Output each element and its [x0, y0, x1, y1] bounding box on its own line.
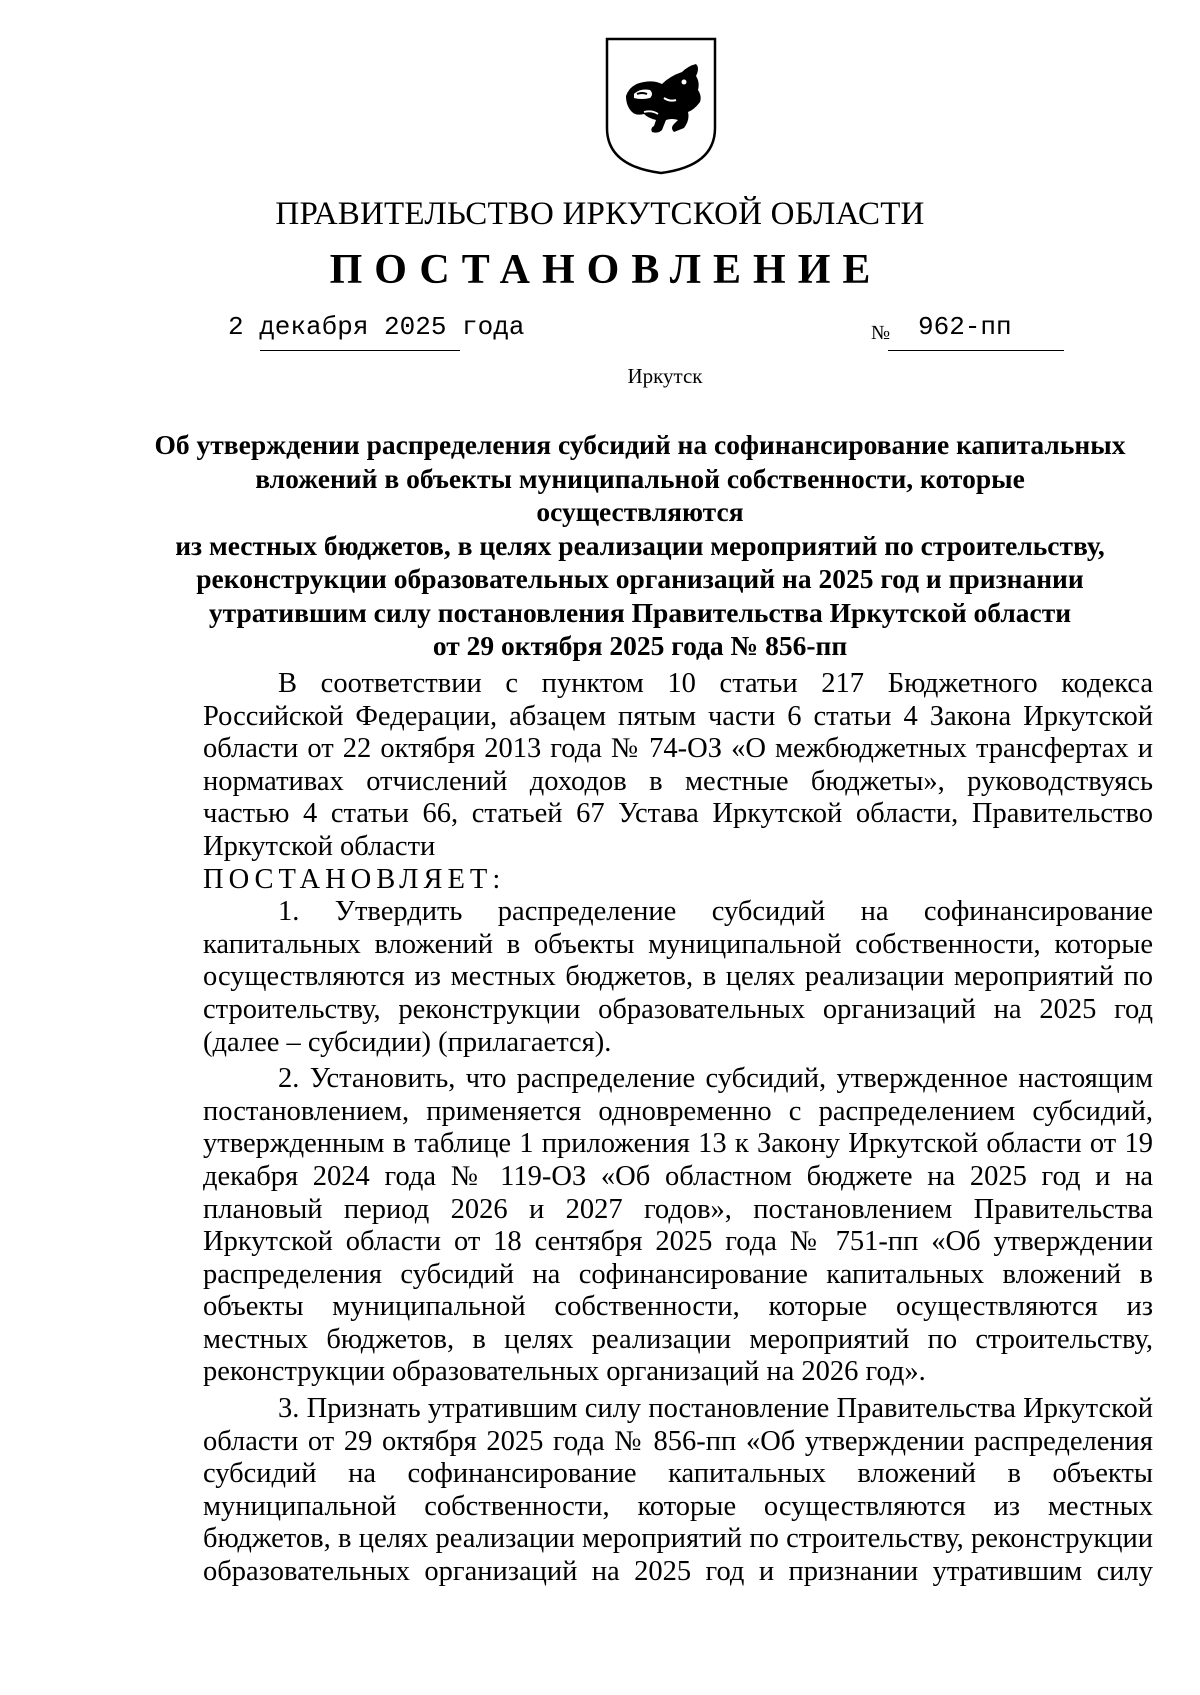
item-2-paragraph: 2. Установить, что распределение субсидий, утвержденное настоящим постановлением, применяется одновременно с распределением субсидий, утвержденным в таблице 1 приложения 13 к Закону Иркутской области от 19 декабря 2024 года № 119-ОЗ «Об областном бюджете на 2025 год и на плановый период 2026 и 2027 годов», постановлением Правительства Иркутской области от 18 сентября 2025 года № 751-пп «Об утверждении распределения субсидий на софинансирование капитальных вложений в объекты муниципальной собственности, которые осуществляются из местных бюджетов, в целях реализации мероприятий по строительству, реконструкции образовательных организаций на 2026 год». [203, 1063, 1153, 1388]
title-line: Об утверждении распределения субсидий на софинансирование капитальных [154, 429, 1126, 460]
resolves-heading: ПОСТАНОВЛЯЕТ: [203, 863, 506, 895]
item-1-paragraph: 1. Утвердить распределение субсидий на софинансирование капитальных вложений в объекты муниципальной собственности, которые осуществляются из местных бюджетов, в целях реализации мероприятий по строительству, реконструкции образовательных организаций на 2025 год (далее – субсидии) (прилагается). [203, 896, 1153, 1058]
document-type: ПОСТАНОВЛЕНИЕ [329, 247, 883, 293]
document-date: 2 декабря 2025 года [228, 312, 525, 342]
preamble-paragraph: В соответствии с пунктом 10 статьи 217 Бюджетного кодекса Российской Федерации, абзацем пятым части 6 статьи 4 Закона Иркутской области от 22 октября 2013 года № 74-ОЗ «О межбюджетных трансфертах и нормативах отчислений доходов в местные бюджеты», руководствуясь частью 4 статьи 66, статьей 67 Устава Иркутской области, Правительство Иркутской области [203, 668, 1153, 862]
date-underline [260, 350, 460, 351]
city: Иркутск [627, 364, 703, 388]
number-sign: № [871, 322, 891, 344]
title-line: вложений в объекты муниципальной собственности, которые осуществляются [255, 462, 1025, 527]
document-title [150, 428, 1130, 663]
title-line: от 29 октября 2025 года № 856-пп [432, 630, 848, 661]
item-3-paragraph: 3. Признать утратившим силу постановление Правительства Иркутской области от 29 октября 2025 года № 856-пп «Об утверждении распределения субсидий на софинансирование капитальных вложений в объекты муниципальной собственности, которые осуществляются из местных бюджетов, в целях реализации мероприятий по строительству, реконструкции образовательных организаций на 2025 год и признании утратившим силу [203, 1393, 1153, 1588]
document-number: 962-пп [918, 312, 1012, 342]
title-line: реконструкции образовательных организаций на 2025 год и признании [196, 563, 1084, 594]
title-line: из местных бюджетов, в целях реализации мероприятий по строительству, [175, 529, 1105, 561]
government-name: ПРАВИТЕЛЬСТВО ИРКУТСКОЙ ОБЛАСТИ [275, 196, 925, 232]
number-underline [888, 350, 1064, 351]
title-line: утратившим силу постановления Правительства Иркутской области [208, 596, 1072, 628]
coat-of-arms-icon [604, 36, 718, 176]
document-body [203, 668, 1153, 1589]
